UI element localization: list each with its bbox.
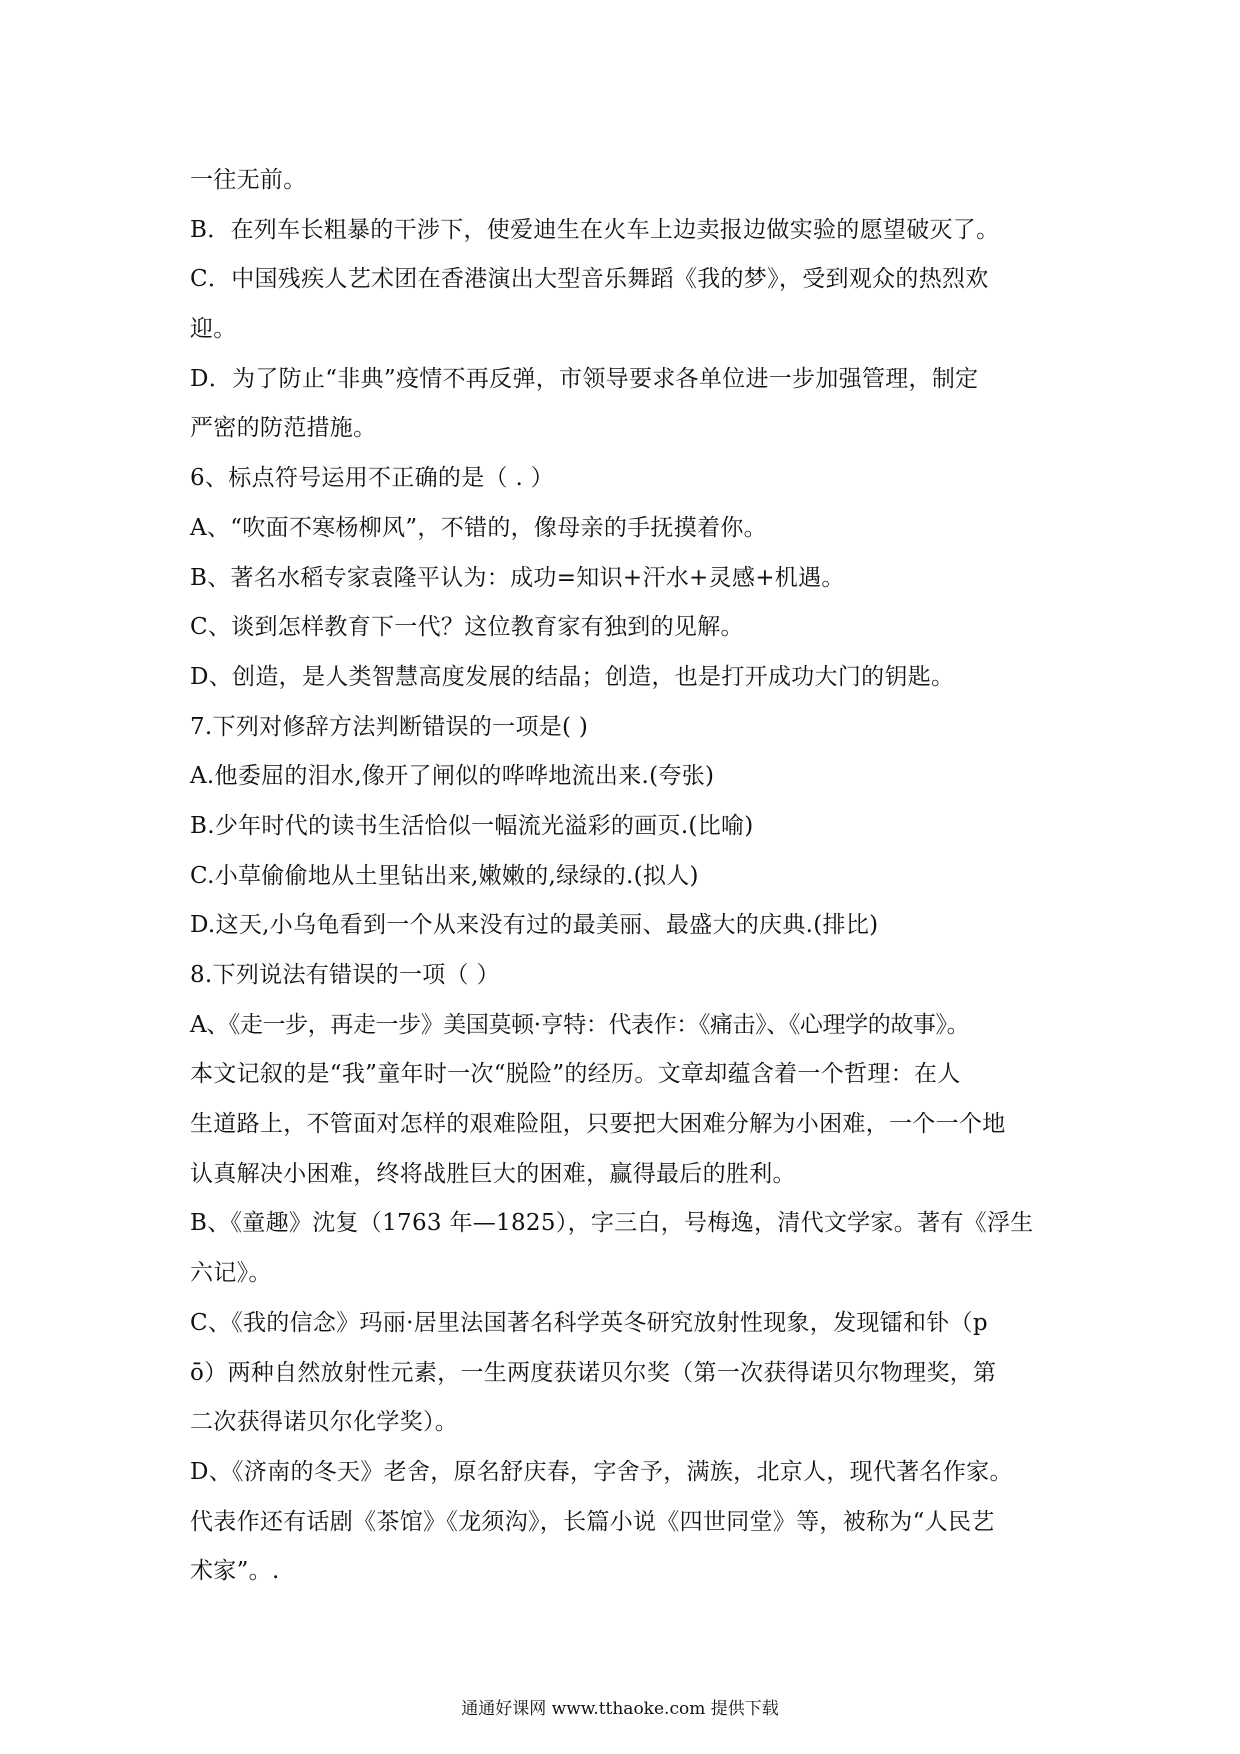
- text-line: B.少年时代的读书生活恰似一幅流光溢彩的画页.(比喻): [190, 812, 754, 839]
- text-line: B、著名水稻专家袁隆平认为：成功=知识+汗水+灵感+机遇。: [190, 564, 845, 591]
- text-line: 认真解决小困难，终将战胜巨大的困难，赢得最后的胜利。: [190, 1160, 796, 1187]
- page-footer: 通通好课网 www.tthaoke.com 提供下载: [461, 1699, 779, 1719]
- text-line: B、《童趣》沈复（1763 年—1825），字三白，号梅逸，清代文学家。著有《浮生: [190, 1210, 1034, 1237]
- text-line: A、《走一步，再走一步》美国莫顿·亨特：代表作：《痛击》、《心理学的故事》。: [190, 1011, 970, 1038]
- question-6-stem: 6、标点符号运用不正确的是（ . ）: [190, 465, 554, 492]
- text-line: D、《济南的冬天》老舍，原名舒庆春，字舍予，满族，北京人，现代著名作家。: [190, 1458, 1013, 1485]
- text-line: D．为了防止“非典”疫情不再反弹，市领导要求各单位进一步加强管理，制定: [190, 365, 979, 392]
- text-line: 迎。: [190, 316, 237, 343]
- text-line: 严密的防范措施。: [190, 415, 377, 442]
- text-line: 术家”。.: [190, 1558, 280, 1585]
- text-line: C、谈到怎样教育下一代？这位教育家有独到的见解。: [190, 614, 744, 641]
- text-line: C．中国残疾人艺术团在香港演出大型音乐舞蹈《我的梦》，受到观众的热烈欢: [190, 266, 989, 293]
- text-line: 六记》。: [190, 1260, 272, 1287]
- text-line: B．在列车长粗暴的干涉下，使爱迪生在火车上边卖报边做实验的愿望破灭了。: [190, 216, 1000, 243]
- text-line: 二次获得诺贝尔化学奖）。: [190, 1409, 459, 1436]
- text-line: C.小草偷偷地从土里钻出来,嫩嫩的,绿绿的.(拟人): [190, 862, 699, 889]
- text-line: D、创造，是人类智慧高度发展的结晶；创造，也是打开成功大门的钥匙。: [190, 663, 955, 690]
- text-line: 一往无前。: [190, 167, 307, 193]
- document-body: [190, 156, 1070, 1597]
- question-8-stem: 8.下列说法有错误的一项（ ）: [190, 962, 500, 988]
- text-line: A、“吹面不寒杨柳风”，不错的，像母亲的手抚摸着你。: [190, 514, 767, 541]
- text-line: C、《我的信念》玛丽·居里法国著名科学英冬研究放射性现象，发现镭和钋（p: [190, 1309, 988, 1336]
- question-7-stem: 7.下列对修辞方法判断错误的一项是( ): [190, 713, 589, 740]
- text-line: 生道路上，不管面对怎样的艰难险阻，只要把大困难分解为小困难，一个一个地: [190, 1111, 1006, 1138]
- text-line: D.这天,小乌龟看到一个从来没有过的最美丽、最盛大的庆典.(排比): [190, 912, 879, 939]
- text-line: A.他委屈的泪水,像开了闸似的哗哗地流出来.(夸张): [190, 763, 715, 790]
- text-line: 代表作还有话剧《茶馆》《龙须沟》，长篇小说《四世同堂》等，被称为“人民艺: [190, 1508, 995, 1535]
- text-line: 本文记叙的是“我”童年时一次“脱险”的经历。文章却蕴含着一个哲理：在人: [190, 1061, 961, 1088]
- text-line: ō）两种自然放射性元素，一生两度获诺贝尔奖（第一次获得诺贝尔物理奖，第: [190, 1359, 997, 1386]
